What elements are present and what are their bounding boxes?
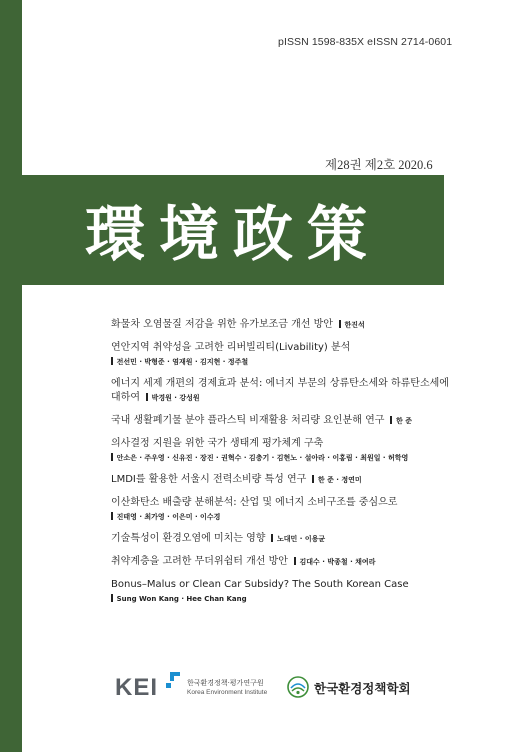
article-title: Bonus–Malus or Clean Car Subsidy? The South Korean Case [111,579,409,590]
toc-entry [111,533,511,545]
toc-entry [111,342,511,367]
toc-entry [111,556,511,568]
article-authors: 한진석 [339,321,365,329]
issn-line: pISSN 1598-835X eISSN 2714-0601 [278,36,453,48]
kei-logo-mark-icon [166,672,180,688]
article-title: 이산화탄소 배출량 분해분석: 산업 및 에너지 소비구조를 중심으로 [111,497,398,508]
toc-entry [111,579,511,604]
kei-name [187,678,267,698]
article-title-continued: 대하여 [111,392,140,403]
article-title: 에너지 세제 개편의 경제효과 분석: 에너지 부문의 상류탄소세와 하류탄소세에 [111,378,449,389]
title-banner [22,175,444,285]
article-authors: 한 준 [390,417,412,425]
article-authors: 진태영 · 최가영 · 이은미 · 이수경 [111,512,511,522]
toc-entry [111,319,511,331]
toc-entry [111,415,511,427]
article-title: 기술특성이 환경오염에 미치는 영향 [111,533,266,544]
table-of-contents [111,319,511,604]
cover-side-strip [0,0,22,752]
journal-title: 環境政策 [85,200,381,270]
kei-name-korean: 한국환경정책·평가연구원 [187,679,264,687]
article-authors: Sung Won Kang · Hee Chan Kang [111,594,511,604]
article-authors: 노대민 · 이용균 [271,535,325,543]
society-emblem-icon [287,676,309,698]
article-title: 화물차 오염물질 저감을 위한 유가보조금 개선 방안 [111,319,333,330]
article-title: LMDI를 활용한 서울시 전력소비량 특성 연구 [111,474,307,485]
article-authors: 안소은 · 주우영 · 신유진 · 장진 · 권혁수 · 김충기 · 김현노 · 설아라 · 이홍림 · 최원일 · 허학영 [111,453,511,463]
toc-entry [111,378,511,404]
article-title: 국내 생활폐기물 분야 플라스틱 비재활용 처리량 요인분해 연구 [111,415,385,426]
article-authors: 박경원 · 강성원 [146,394,200,402]
publisher-footer [115,670,415,710]
article-authors: 전선민 · 박형준 · 염재원 · 김지현 · 정주철 [111,357,511,367]
article-title: 연안지역 취약성을 고려한 리버빌리티(Livability) 분석 [111,342,351,353]
article-title: 취약계층을 고려한 무더위쉼터 개선 방안 [111,556,288,567]
issue-info: 제28권 제2호 2020.6 [325,158,433,172]
toc-entry [111,497,511,522]
kei-logo: KEI [115,674,159,701]
kei-name-english: Korea Environment Institute [187,689,268,696]
article-authors: 한 준 · 정연미 [312,476,361,484]
toc-entry [111,474,511,486]
article-title: 의사결정 지원을 위한 국가 생태계 평가체계 구축 [111,438,324,449]
article-authors: 김대수 · 박종철 · 채여라 [294,558,376,566]
society-name: 한국환경정책학회 [314,681,411,696]
toc-entry [111,438,511,463]
